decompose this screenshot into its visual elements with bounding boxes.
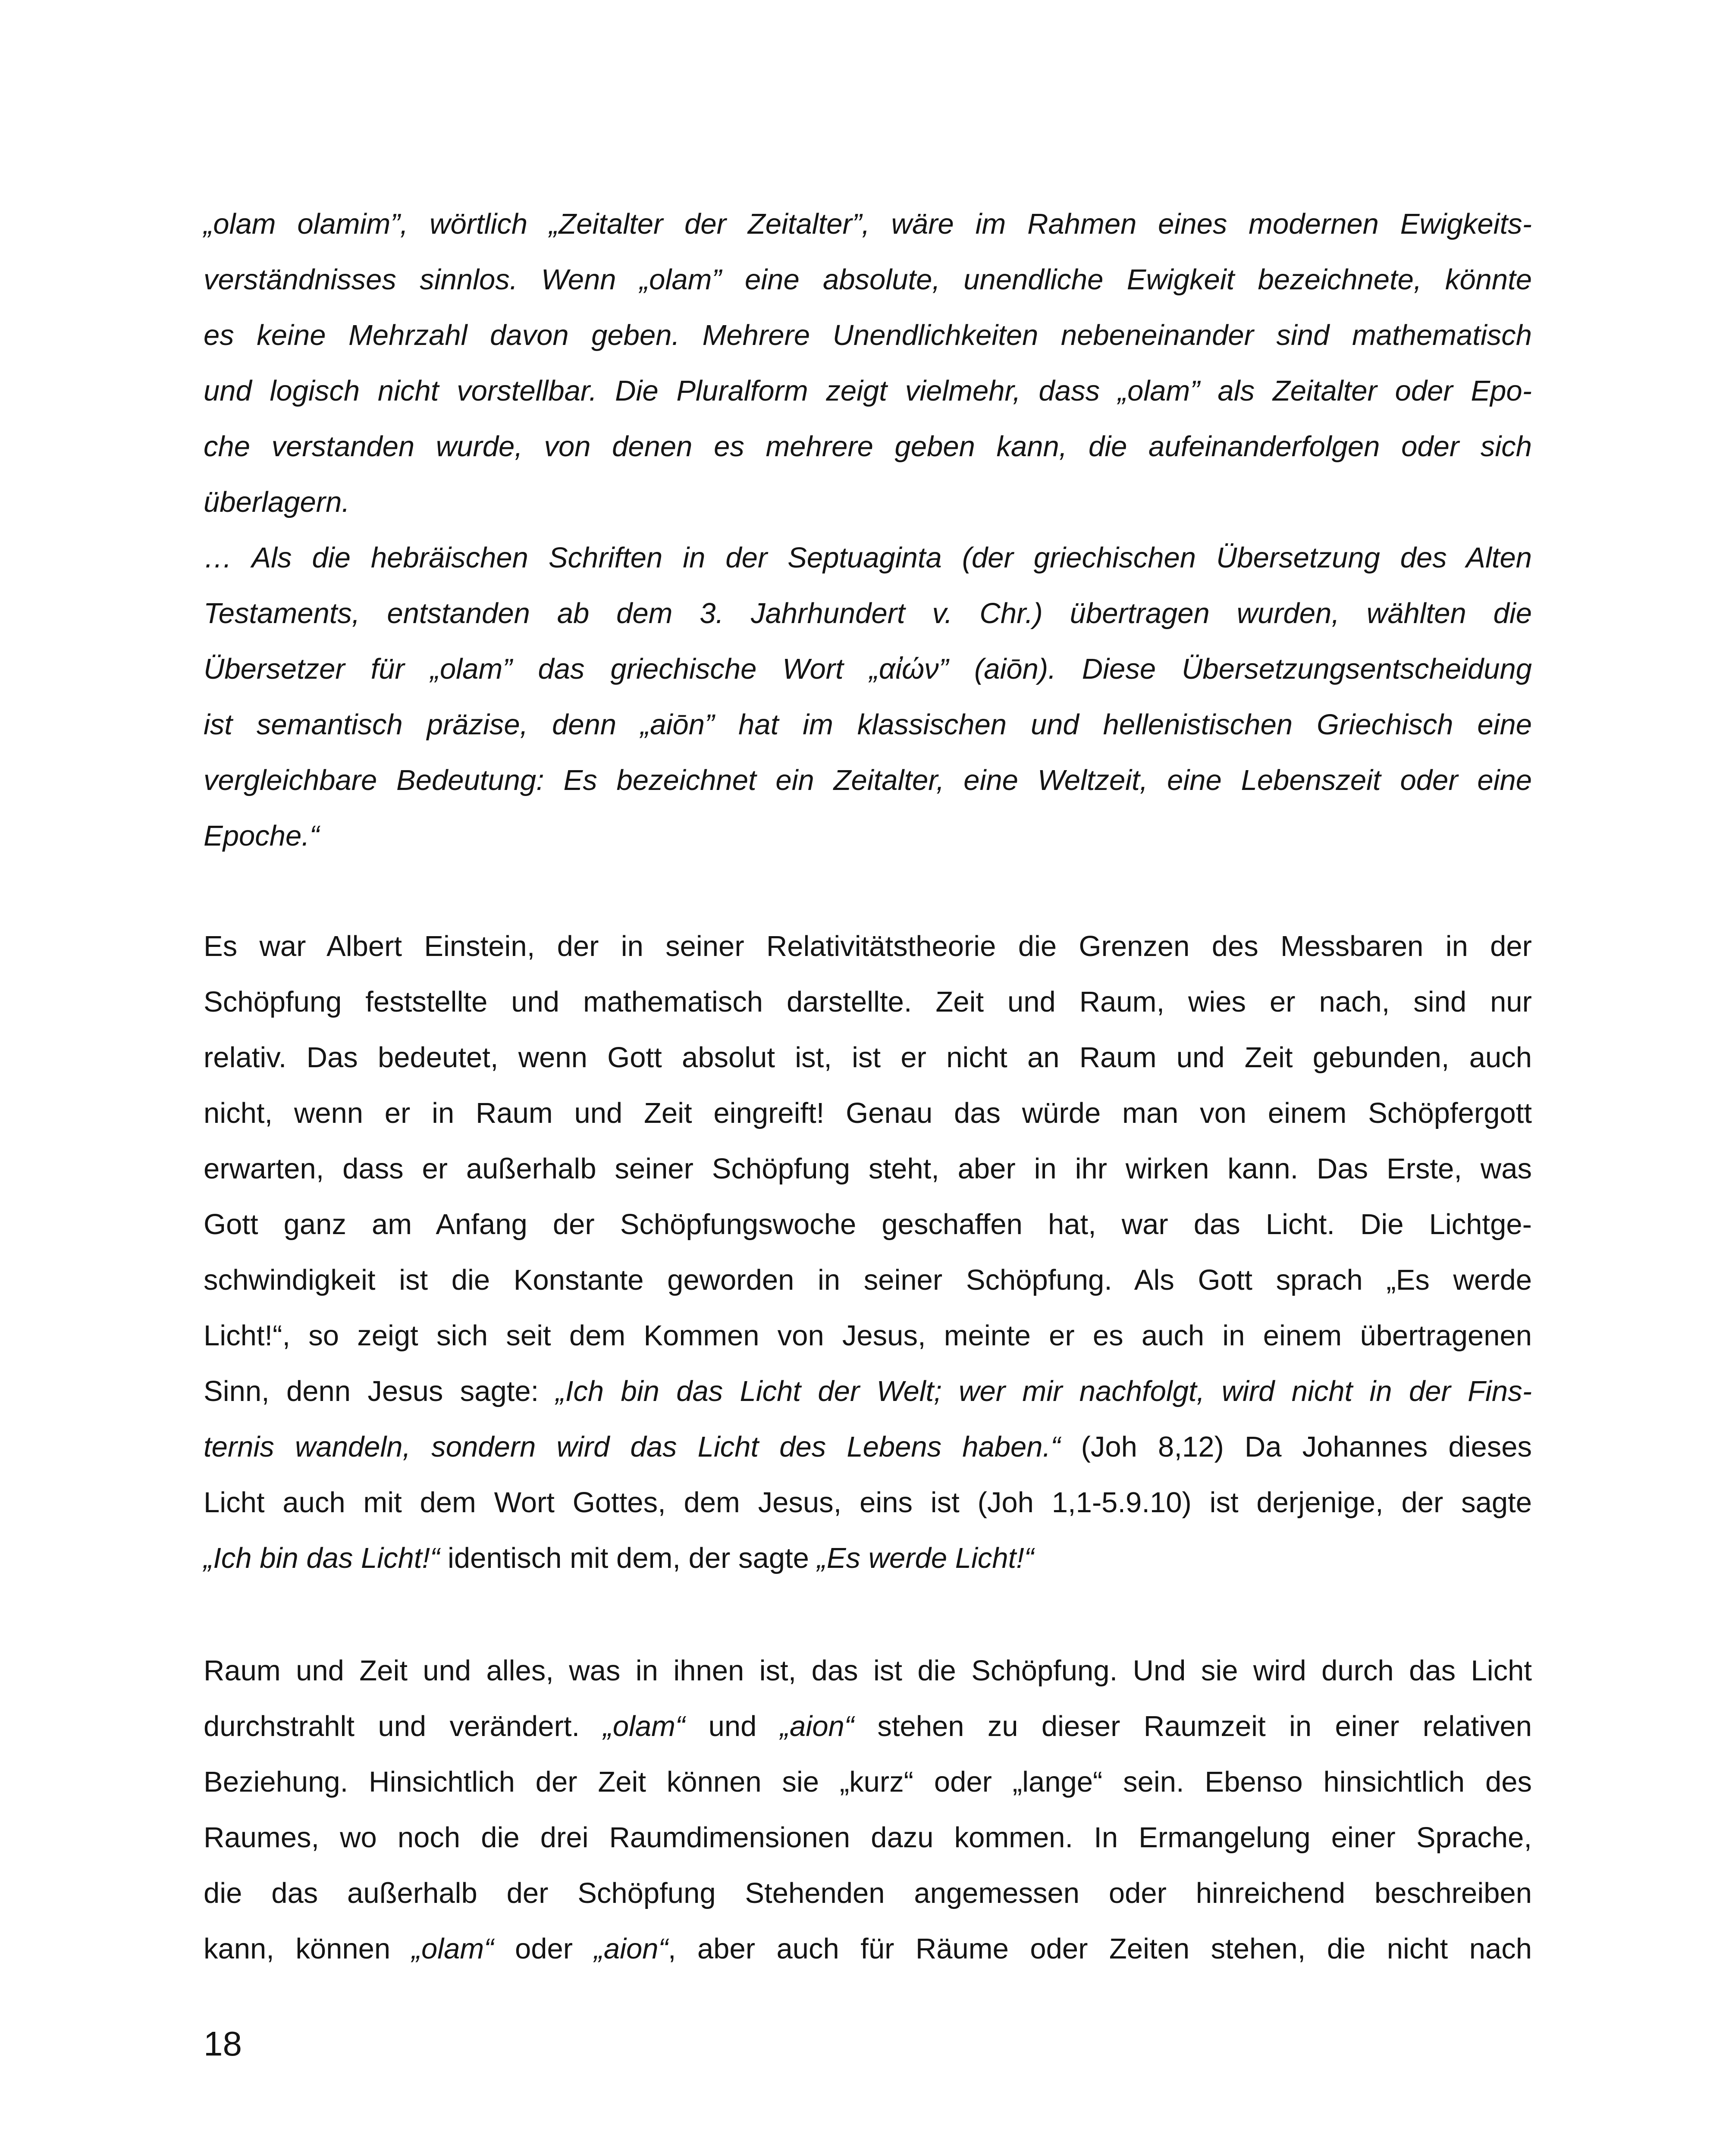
quote-let-there-be-light: „Es werde Licht!“ [817,1542,1034,1574]
text-line: und logisch nicht vorstellbar. Die Pluralform zeigt vielmehr, dass „olam” als Zeitalter oder Epo- [204,375,1532,407]
text-line [204,1530,1532,1586]
text-line: Schöpfung feststellte und mathematisch darstellte. Zeit und Raum, wies er nach, sind nur [204,986,1532,1018]
text-line: nicht, wenn er in Raum und Zeit eingreift! Genau das würde man von einem Schöpfergott [204,1097,1532,1129]
jesus-quote: „Ich bin das Licht der Welt; wer mir nachfolgt, wird nicht in der Fins- [555,1375,1532,1407]
page-number: 18 [204,2024,242,2063]
text-line: ist semantisch präzise, denn „aiōn” hat im klassischen und hellenistischen Griechisch eine [204,708,1532,741]
term-aion: „aion“ [594,1933,668,1965]
quote-light: „Ich bin das Licht!“ [204,1542,440,1574]
text-line: Raumes, wo noch die drei Raumdimensionen dazu kommen. In Ermangelung einer Sprache, [204,1821,1532,1854]
text-line: „olam olamim”, wörtlich „Zeitalter der Zeitalter”, wäre im Rahmen eines modernen Ewigkeits- [204,208,1532,240]
text-segment: und [685,1710,780,1742]
text-line: vergleichbare Bedeutung: Es bezeichnet ein Zeitalter, eine Weltzeit, eine Lebenszeit oder eine [204,764,1532,796]
text-line [204,1921,1532,1977]
text-segment: (Joh 8,12) Da Johannes dieses [1060,1431,1532,1463]
quote-paragraph [204,196,1532,864]
text-line: Es war Albert Einstein, der in seiner Relativitätstheorie die Grenzen des Messbaren in der [204,930,1532,962]
text-line: die das außerhalb der Schöpfung Stehenden angemessen oder hinreichend beschreiben [204,1877,1532,1909]
text-line: es keine Mehrzahl davon geben. Mehrere Unendlichkeiten nebeneinander sind mathematisch [204,319,1532,351]
text-line: verständnisses sinnlos. Wenn „olam” eine absolute, unendliche Ewigkeit bezeichnete, könnte [204,263,1532,296]
text-segment: durchstrahlt und verändert. [204,1710,603,1742]
text-segment: oder [493,1933,594,1965]
text-line: überlagern. [204,486,350,518]
term-olam: „olam“ [411,1933,494,1965]
text-segment: stehen zu dieser Raumzeit in einer relativen [854,1710,1532,1742]
einstein-paragraph [204,918,1532,1586]
text-line: Gott ganz am Anfang der Schöpfungswoche geschaffen hat, war das Licht. Die Lichtge- [204,1208,1532,1241]
text-line: relativ. Das bedeutet, wenn Gott absolut ist, ist er nicht an Raum und Zeit gebunden, auch [204,1041,1532,1074]
text-line: Übersetzer für „olam” das griechische Wort „αἰών” (aiōn). Diese Übersetzungsentscheidung [204,653,1532,685]
text-segment: Sinn, denn Jesus sagte: [204,1375,556,1407]
text-line: Raum und Zeit und alles, was in ihnen ist, das ist die Schöpfung. Und sie wird durch das Licht [204,1655,1532,1687]
text-segment: kann, können [204,1933,412,1965]
term-aion: „aion“ [780,1710,854,1742]
text-line: schwindigkeit ist die Konstante geworden in seiner Schöpfung. Als Gott sprach „Es werde [204,1264,1532,1296]
text-line: erwarten, dass er außerhalb seiner Schöpfung steht, aber in ihr wirken kann. Das Erste, was [204,1153,1532,1185]
raum-paragraph [204,1643,1532,1977]
text-line: Epoche.“ [204,820,320,852]
text-line [204,1419,1532,1475]
text-segment: identisch mit dem, der sagte [439,1542,817,1574]
text-line [204,1698,1532,1754]
text-line: Beziehung. Hinsichtlich der Zeit können sie „kurz“ oder „lange“ sein. Ebenso hinsichtlich des [204,1766,1532,1798]
text-line [204,1363,1532,1419]
text-line: Licht!“, so zeigt sich seit dem Kommen von Jesus, meinte er es auch in einem übertragenen [204,1319,1532,1352]
jesus-quote: ternis wandeln, sondern wird das Licht des Lebens haben.“ [204,1431,1061,1463]
text-line: Licht auch mit dem Wort Gottes, dem Jesus, eins ist (Joh 1,1-5.9.10) ist derjenige, der sagte [204,1486,1532,1519]
text-line: … Als die hebräischen Schriften in der Septuaginta (der griechischen Übersetzung des Alten [204,542,1532,574]
text-segment: , aber auch für Räume oder Zeiten stehen, die nicht nach [668,1933,1532,1965]
term-olam: „olam“ [603,1710,685,1742]
text-line: che verstanden wurde, von denen es mehrere geben kann, die aufeinanderfolgen oder sich [204,430,1532,463]
text-line: Testaments, entstanden ab dem 3. Jahrhundert v. Chr.) übertragen wurden, wählten die [204,597,1532,630]
